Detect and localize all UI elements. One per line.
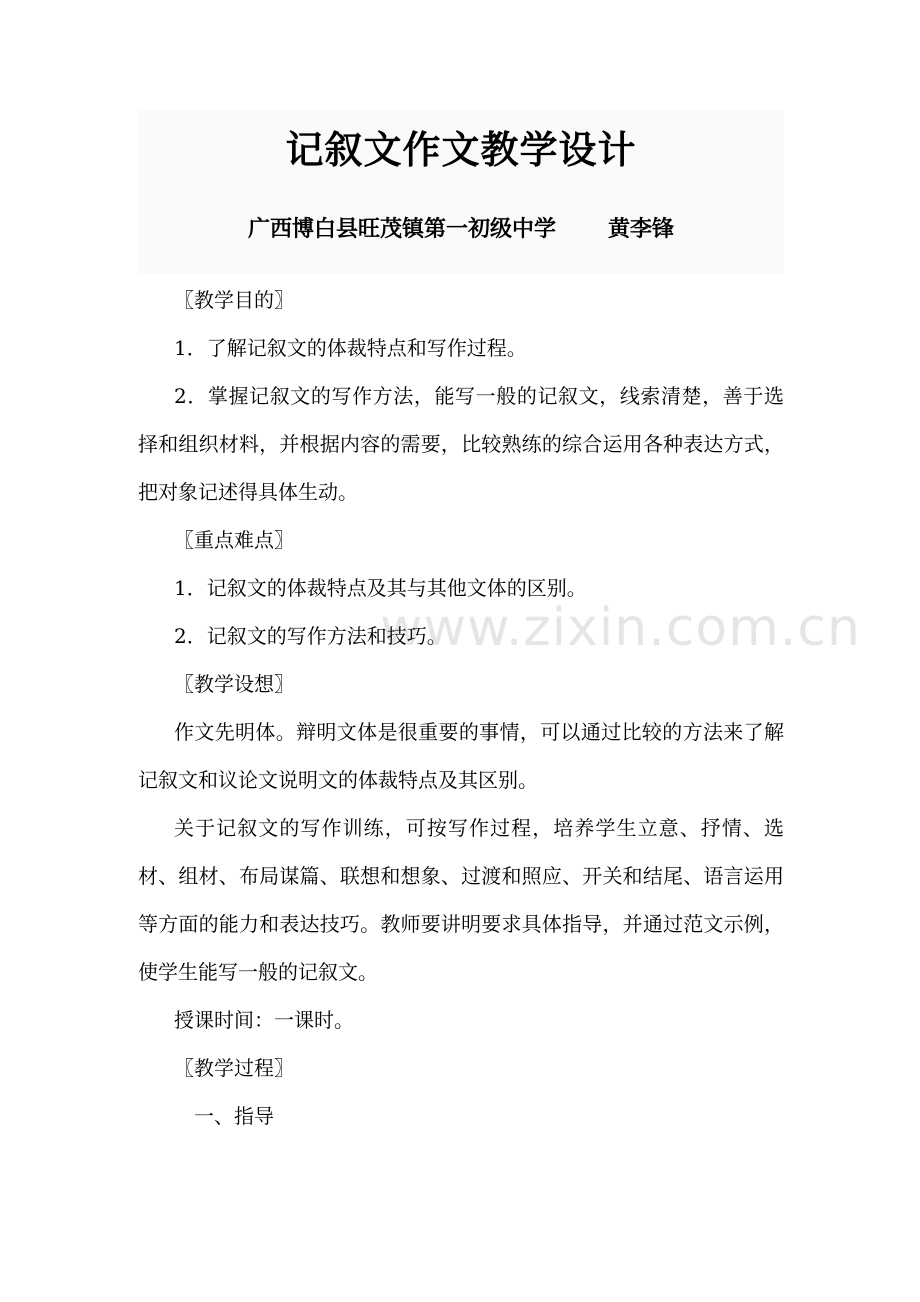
section-heading-goals: 〖教学目的〗 (174, 288, 294, 312)
idea-paragraph-1: 作文先明体。辩明文体是很重要的事情，可以通过比较的方法来了解记叙文和议论文说明文的体裁特点及其区别。 (138, 720, 784, 792)
goal-item-1: 1．了解记叙文的体裁特点和写作过程。 (174, 336, 527, 360)
section-heading-key-points: 〖重点难点〗 (174, 528, 294, 552)
author-line (138, 210, 784, 248)
school-name: 广西博白县旺茂镇第一初级中学 (247, 216, 556, 242)
key-point-item-2: 2．记叙文的写作方法和技巧。 (174, 624, 447, 648)
author-name: 黄李锋 (608, 216, 675, 242)
section-heading-process: 〖教学过程〗 (174, 1056, 294, 1080)
key-point-item-1: 1．记叙文的体裁特点及其与其他文体的区别。 (174, 576, 587, 600)
document-body (138, 276, 784, 1140)
document-title: 记叙文作文教学设计 (285, 127, 637, 172)
section-heading-idea: 〖教学设想〗 (174, 672, 294, 696)
class-time: 授课时间：一课时。 (174, 1008, 354, 1032)
idea-paragraph-2: 关于记叙文的写作训练，可按写作过程，培养学生立意、抒情、选材、组材、布局谋篇、联想和想象、过渡和照应、开关和结尾、语言运用等方面的能力和表达技巧。教师要讲明要求具体指导，并通过范文示例，使学生能写一般的记叙文。 (138, 816, 784, 984)
goal-item-2: 2．掌握记叙文的写作方法，能写一般的记叙文，线索清楚，善于选择和组织材料，并根据内容的需要，比较熟练的综合运用各种表达方式，把对象记述得具体生动。 (138, 384, 784, 504)
watermark: www.zixin.com.cn (380, 598, 861, 658)
process-step-1: 一、指导 (194, 1104, 274, 1128)
